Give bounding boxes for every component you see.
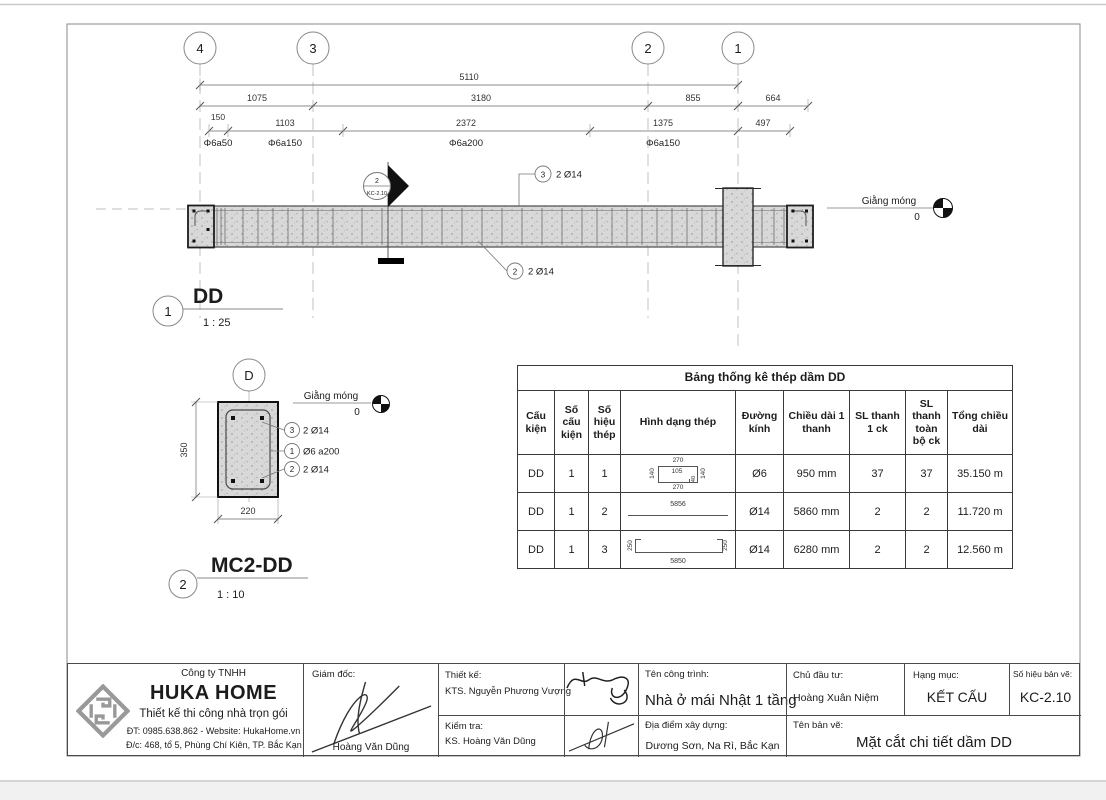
cell-mark: 2: [589, 493, 621, 531]
callout-text: 2 Ø14: [303, 425, 329, 437]
view-name: MC2-DD: [211, 554, 293, 577]
beam-left-end-block: [188, 206, 214, 248]
cell-diameter: Ø14: [736, 531, 784, 569]
company-logo: [76, 684, 130, 738]
dim-span: 664: [765, 93, 781, 103]
cell-component: DD: [518, 455, 555, 493]
project-name: Nhà ở mái Nhật 1 tầng: [645, 692, 797, 709]
col-header: SL thanh 1 ck: [850, 391, 906, 455]
cell-diameter: Ø14: [736, 493, 784, 531]
table-header-row: [518, 391, 1013, 455]
stirrup-spacing-label: Φ6a150: [646, 138, 680, 149]
client-cell: [786, 664, 904, 715]
dim-span: 855: [685, 93, 701, 103]
designer-cell: [438, 664, 572, 715]
callout-number: 2: [289, 465, 295, 474]
checker-signature: [565, 716, 638, 757]
callout-number: 3: [289, 426, 295, 435]
view-number: 2: [179, 577, 187, 592]
cell-count2: 2: [906, 493, 948, 531]
checker-cell: [438, 715, 564, 757]
grid-bubbles: [184, 32, 754, 64]
grid-bubble-label: 4: [196, 41, 204, 56]
cell-length: 6280 mm: [784, 531, 850, 569]
director-cell: [303, 664, 438, 757]
drawing-name: Mặt cắt chi tiết dầm DD: [856, 734, 1012, 751]
cell-mark: 1: [589, 455, 621, 493]
cell-count2: 37: [906, 455, 948, 493]
callout-text: Ø6 a200: [303, 446, 340, 458]
cell-length: 950 mm: [784, 455, 850, 493]
cell-length: 5860 mm: [784, 493, 850, 531]
level-marker-elevation: [827, 194, 953, 223]
shape-dim: 270: [672, 456, 684, 464]
stirrup-spacing-label: Φ6a150: [268, 138, 302, 149]
beam-elevation: [188, 188, 813, 266]
level-value: 0: [914, 212, 920, 223]
company-cell: [68, 664, 303, 757]
view-scale: 1 : 25: [203, 317, 231, 329]
beam-body: [188, 206, 813, 247]
callout-number: 3: [540, 170, 546, 180]
view-title-dd: [153, 285, 283, 329]
grid-bubble-label: 2: [644, 41, 652, 56]
cell-total: 12.560 m: [948, 531, 1013, 569]
location-cell: [638, 715, 786, 757]
category-label: Hạng mục:: [913, 670, 959, 681]
col-header: Số cấu kiện: [555, 391, 589, 455]
cell-count1: 2: [850, 531, 906, 569]
checker-signature-cell: [564, 715, 638, 757]
sheet-number: KC-2.10: [1019, 689, 1072, 705]
checker-label: Kiểm tra:: [445, 721, 484, 732]
page-bottom-strip: [0, 781, 1106, 800]
designer-label: Thiết kế:: [445, 670, 482, 681]
sheet-number-cell: [1009, 664, 1081, 715]
cell-count1: 37: [850, 455, 906, 493]
cross-section: [179, 359, 390, 524]
shape-dim: 140: [648, 467, 656, 479]
table-row: [518, 493, 1013, 531]
callout-number: 2: [512, 267, 518, 277]
view-scale: 1 : 10: [217, 589, 245, 601]
dim-zone: 2372: [455, 118, 477, 128]
drawing-name-label: Tên bản vẽ:: [793, 720, 844, 731]
cell-qty: 1: [555, 455, 589, 493]
company-slogan: Thiết kế thi công nhà trọn gói: [139, 707, 288, 720]
project-label: Tên công trình:: [645, 669, 709, 680]
director-name: Hoàng Văn Dũng: [332, 742, 410, 753]
shape-dim: 40: [691, 475, 698, 482]
dim-row-spans: [196, 93, 812, 112]
shape-dim: 5850: [670, 557, 686, 565]
view-number: 1: [164, 304, 172, 319]
section-dim-width: 220: [240, 506, 256, 516]
rebar-shape-stirrup: [645, 458, 711, 490]
callout-text: 2 Ø14: [528, 266, 554, 278]
section-grid-bubble: D: [244, 368, 254, 383]
level-label: Giằng móng: [861, 196, 917, 207]
dim-row-zones: [204, 112, 794, 149]
rebar-schedule-table: [517, 365, 1013, 569]
dim-zone: 1103: [275, 118, 295, 128]
section-arrow: [388, 165, 409, 207]
cell-shape: [621, 493, 736, 531]
dim-row-total: [196, 72, 742, 91]
company-type: Công ty TNHH: [181, 668, 246, 679]
grid-bubble-label: 3: [309, 41, 317, 56]
cell-component: DD: [518, 531, 555, 569]
cell-count1: 2: [850, 493, 906, 531]
col-header: Chiều dài 1 thanh: [784, 391, 850, 455]
callout-number: 1: [289, 447, 295, 456]
cell-diameter: Ø6: [736, 455, 784, 493]
table-row: [518, 531, 1013, 569]
shape-line: [628, 515, 728, 516]
shape-u-bar: [635, 539, 723, 553]
table-row: [518, 455, 1013, 493]
stirrup-spacing-label: Φ6a50: [203, 138, 233, 149]
col-header: SL thanh toàn bộ ck: [906, 391, 948, 455]
designer-name: KTS. Nguyễn Phương Vượng: [445, 686, 572, 697]
cell-component: DD: [518, 493, 555, 531]
cell-mark: 3: [589, 531, 621, 569]
title-block: [67, 663, 1080, 756]
level-value: 0: [354, 407, 360, 418]
beam-callout-top: [519, 166, 582, 207]
shape-dim: 5856: [670, 500, 686, 508]
shape-dim: 270: [672, 483, 684, 491]
rebar-shape-straight: [628, 501, 728, 523]
col-header: Số hiệu thép: [589, 391, 621, 455]
shape-dim: 105: [671, 467, 683, 475]
shape-hook: [689, 479, 690, 483]
designer-signature-cell: [564, 664, 638, 715]
drawing-name-cell: [786, 715, 1081, 757]
cell-total: 11.720 m: [948, 493, 1013, 531]
col-header: Cấu kiện: [518, 391, 555, 455]
dim-zone: 1375: [652, 118, 674, 128]
company-name: HUKA HOME: [149, 681, 278, 704]
cell-count2: 2: [906, 531, 948, 569]
col-header: Đường kính: [736, 391, 784, 455]
dim-span: 3180: [470, 93, 492, 103]
location-name: Dương Sơn, Na Rì, Bắc Kạn: [645, 740, 780, 752]
section-dim-height: 350: [179, 442, 189, 458]
rebar-shape-hooked: [626, 537, 730, 563]
cell-shape: [621, 455, 736, 493]
company-address: Đ/c: 468, tổ 5, Phùng Chí Kiên, TP. Bắc Kạn: [126, 740, 302, 751]
client-name: Hoàng Xuân Niệm: [793, 692, 879, 704]
callout-text: 2 Ø14: [303, 464, 329, 476]
shape-dim: 250: [722, 539, 730, 551]
project-cell: [638, 664, 797, 715]
shape-dim: 250: [626, 539, 634, 551]
beam-right-end-block: [787, 206, 813, 248]
shape-dim: 140: [700, 467, 708, 479]
director-label: Giám đốc:: [312, 669, 356, 680]
stirrup-spacing-label: Φ6a200: [449, 138, 483, 149]
cell-qty: 1: [555, 493, 589, 531]
client-label: Chủ đầu tư:: [793, 670, 844, 681]
section-marker-number: 2: [375, 178, 379, 185]
cell-shape: [621, 531, 736, 569]
col-header: Tổng chiều dài: [948, 391, 1013, 455]
company-contact: ĐT: 0985.638.862 - Website: HukaHome.vn: [126, 725, 301, 736]
view-name: DD: [193, 285, 224, 308]
callout-text: 2 Ø14: [556, 169, 582, 181]
level-label: Giằng móng: [303, 391, 359, 402]
sheet-number-label: Số hiệu bản vẽ:: [1013, 669, 1073, 679]
checker-name: KS. Hoàng Văn Dũng: [445, 736, 536, 747]
view-title-mc2dd: [169, 554, 308, 601]
dim-span: 1075: [246, 93, 268, 103]
category-name: KẾT CẤU: [926, 689, 988, 705]
col-header: Hình dạng thép: [621, 391, 736, 455]
dim-total: 5110: [459, 72, 479, 82]
dim-zone: 150: [210, 112, 226, 122]
grid-bubble-label: 1: [734, 41, 742, 56]
cell-total: 35.150 m: [948, 455, 1013, 493]
table-title: Bảng thống kê thép dầm DD: [518, 366, 1013, 391]
dim-zone: 497: [755, 118, 771, 128]
section-marker-sheet: KC-2.10: [366, 191, 388, 197]
location-label: Địa điểm xây dựng:: [645, 720, 728, 731]
designer-signature: [565, 664, 638, 715]
cell-qty: 1: [555, 531, 589, 569]
section-concrete: [218, 402, 278, 497]
category-cell: [904, 664, 1009, 715]
section-cut-bar: [378, 258, 404, 264]
